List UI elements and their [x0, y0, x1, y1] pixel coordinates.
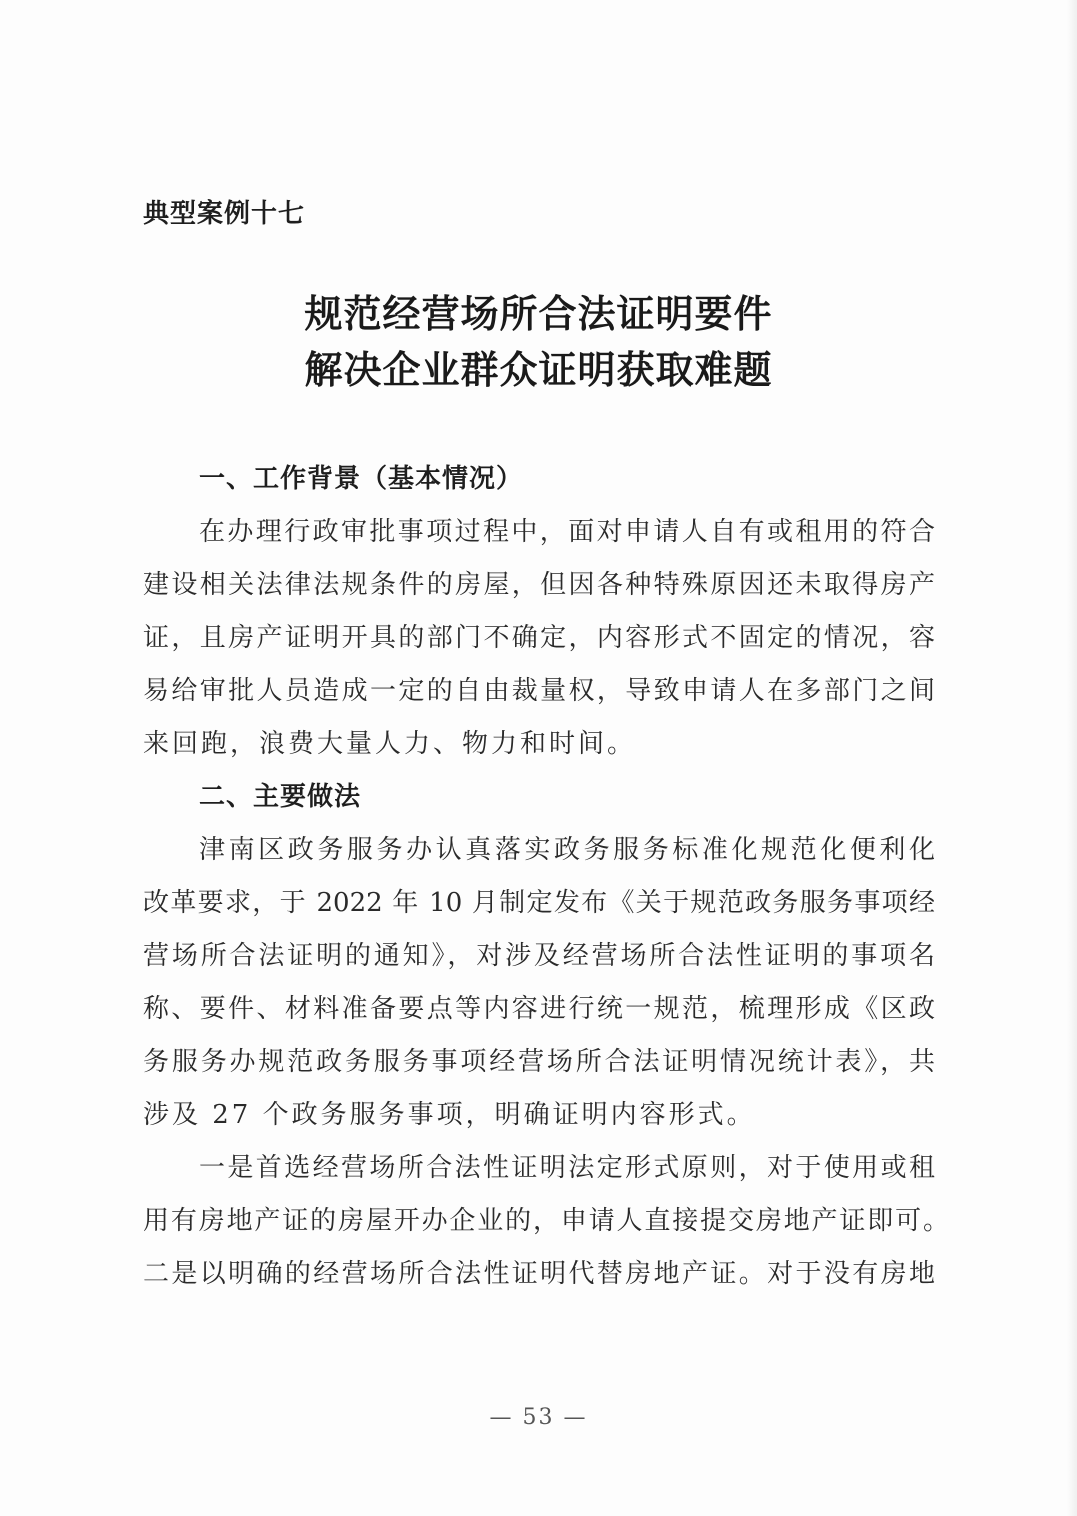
body-line: 称、要件、材料准备要点等内容进行统一规范，梳理形成《区政	[143, 994, 935, 1024]
body-line: 在办理行政审批事项过程中，面对申请人自有或租用的符合	[199, 517, 935, 547]
body-line: 二是以明确的经营场所合法性证明代替房地产证。对于没有房地	[143, 1259, 935, 1289]
body-line: 证，且房产证明开具的部门不确定，内容形式不固定的情况，容	[143, 623, 935, 653]
body-line: 建设相关法律法规条件的房屋，但因各种特殊原因还未取得房产	[143, 570, 935, 600]
body-line: 一是首选经营场所合法性证明法定形式原则，对于使用或租	[199, 1153, 935, 1183]
body-line: 易给审批人员造成一定的自由裁量权，导致申请人在多部门之间	[143, 676, 935, 706]
page-edge-shadow	[1067, 0, 1077, 1516]
body-line: 改革要求，于 2022 年 10 月制定发布《关于规范政务服务事项经	[143, 888, 935, 918]
document-title	[0, 286, 1077, 398]
section-heading-background: 一、工作背景（基本情况）	[199, 464, 524, 494]
body-line: 用有房地产证的房屋开办企业的，申请人直接提交房地产证即可。	[143, 1206, 949, 1236]
body-line: 来回跑，浪费大量人力、物力和时间。	[143, 729, 637, 759]
page-number: — 53 —	[489, 1405, 588, 1430]
section-heading-practices: 二、主要做法	[199, 782, 362, 812]
body-line: 涉及 27 个政务服务事项，明确证明内容形式。	[143, 1100, 756, 1130]
body-line: 营场所合法证明的通知》，对涉及经营场所合法性证明的事项名	[143, 941, 935, 971]
title-line-1: 规范经营场所合法证明要件	[304, 291, 773, 336]
body-line: 务服务办规范政务服务事项经营场所合法证明情况统计表》，共	[143, 1047, 935, 1077]
document-body	[143, 453, 949, 1301]
title-line-2: 解决企业群众证明获取难题	[304, 347, 773, 392]
body-line: 津南区政务服务办认真落实政务服务标准化规范化便利化	[199, 835, 935, 865]
case-label: 典型案例十七	[143, 199, 306, 229]
